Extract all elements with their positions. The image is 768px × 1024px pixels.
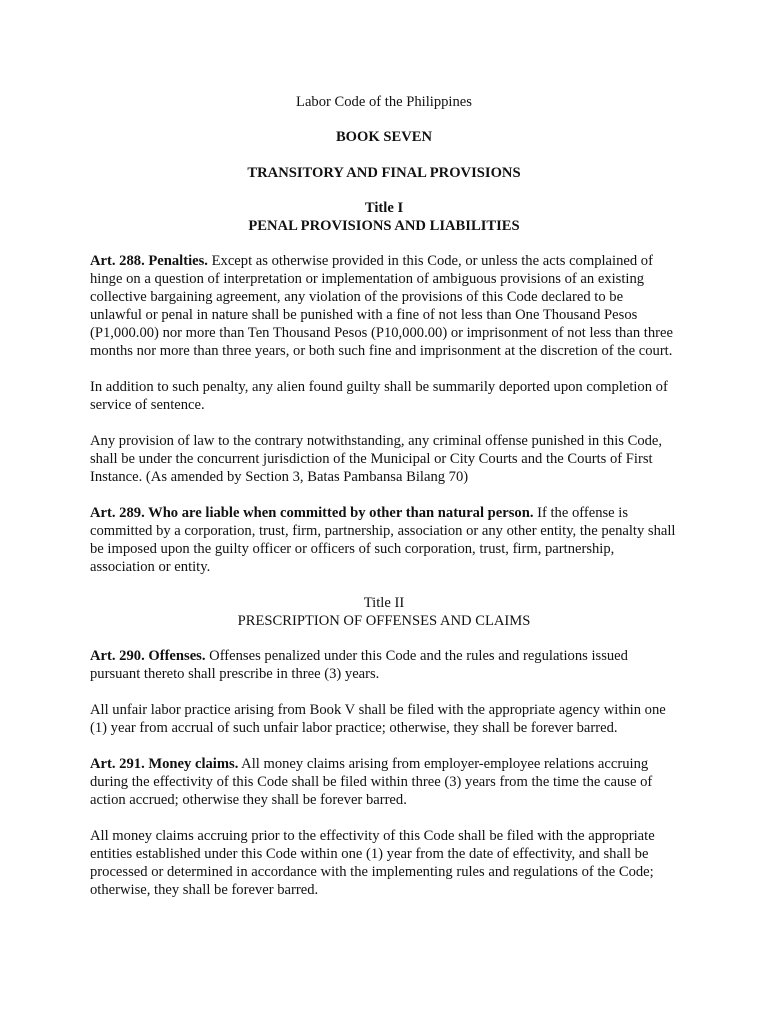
article-291-heading: Art. 291. Money claims. [90,756,239,772]
paragraph-jurisdiction: Any provision of law to the contrary notwithstanding, any criminal offense punished in this Code, shall be under the concurrent jurisdiction of the Municipal or City Courts and the Courts of First Instance. (As amended by Section 3, Batas Pambansa Bilang 70) [90,433,663,485]
paragraph-unfair-labor-practice: All unfair labor practice arising from Book V shall be filed with the appropriate agency within one (1) year from accrual of such unfair labor practice; otherwise, they shall be forever barred. [90,702,666,736]
article-290-text: Offenses penalized under this Code and the rules and regulations issued pursuant thereto shall prescribe in three (3) years. [90,648,628,682]
article-291-text: All money claims arising from employer-employee relations accruing during the effectivity of this Code shall be filed within three (3) years from the time the cause of action accrued; otherwise they shall be forever barred. [90,756,653,808]
article-290 [90,647,678,683]
article-288 [90,252,678,360]
article-288-text: Except as otherwise provided in this Code, or unless the acts complained of hinge on a question of interpretation or implementation of ambiguous provisions of an existing collective bargaining agreement, any violation of the provisions of this Code declared to be unlawful or penal in nature shall be punished with a fine of not less than One Thousand Pesos (P1,000.00) nor more than Ten Thousand Pesos (P10,000.00) or imprisonment of not less than three months nor more than three years, or both such fine and imprisonment at the discretion of the court. [90,253,673,359]
document-page [90,93,678,917]
article-288-heading: Art. 288. Penalties. [90,253,208,269]
division-heading: TRANSITORY AND FINAL PROVISIONS [247,165,521,181]
article-291 [90,755,678,809]
book-heading: BOOK SEVEN [335,129,433,145]
title-one-name: PENAL PROVISIONS AND LIABILITIES [248,218,520,234]
title-one-block [90,199,678,235]
title-two-name: PRESCRIPTION OF OFFENSES AND CLAIMS [237,613,531,629]
title-one-number: Title I [364,200,404,216]
article-289-text: If the offense is committed by a corporation, trust, firm, partnership, association or any other entity, the penalty shall be imposed upon the guilty officer or officers of such corporation, trust, firm, partnership, association or entity. [90,505,676,575]
article-290-heading: Art. 290. Offenses. [90,648,206,664]
document-header: Labor Code of the Philippines [296,94,472,110]
article-289 [90,504,678,576]
paragraph-alien-deportation: In addition to such penalty, any alien found guilty shall be summarily deported upon completion of service of sentence. [90,379,668,413]
title-two-number: Title II [363,595,405,611]
article-289-heading: Art. 289. Who are liable when committed by other than natural person. [90,505,534,521]
paragraph-prior-claims: All money claims accruing prior to the effectivity of this Code shall be filed with the appropriate entities established under this Code within one (1) year from the date of effectivity, and shall be processed or determined in accordance with the implementing rules and regulations of the Code; otherwise, they shall be forever barred. [90,828,655,898]
title-two-block [90,594,678,630]
